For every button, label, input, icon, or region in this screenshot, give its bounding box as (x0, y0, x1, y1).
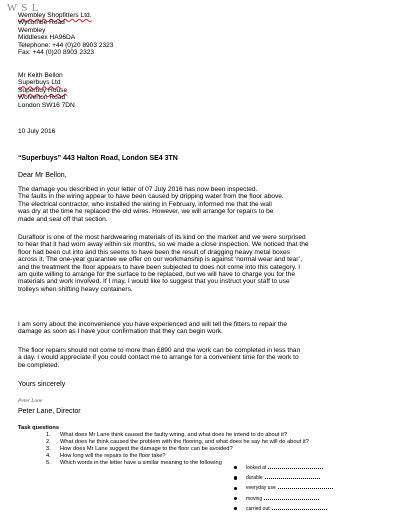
paragraph-apology (18, 321, 404, 336)
bullet-icon (234, 476, 237, 479)
task-questions (18, 425, 309, 467)
recipient-street: Wolverton Road (18, 94, 66, 102)
task-item: 5. Which words in the letter have a similar meaning to the following (46, 460, 222, 466)
answer-blank[interactable] (278, 488, 333, 489)
sender-telephone: Telephone: +44 (0)20 8903 2323 (18, 41, 114, 49)
bullet-icon (234, 487, 237, 490)
paragraph-line: The faults in the wiring appear to have been caused by dripping water from the floor above. (18, 193, 284, 201)
paragraph-line: to hear that it had worn away within six months, so we made a close inspection. We noticed that the (18, 241, 309, 249)
task-item: 3. How does Mr Lane suggest the damage to the floor can be avoided? (46, 446, 233, 452)
paragraph-line: damage as soon as I have your confirmation that they can begin work. (18, 328, 223, 336)
closing: Yours sincerely (18, 381, 66, 388)
paragraph-line: a day. I would appreciate if you could contact me to arrange for a convenient time for the work to (18, 354, 299, 362)
sender-fax: Fax: +44 (0)20 8903 2323 (18, 49, 95, 57)
answer-blank[interactable] (272, 509, 327, 510)
bullet-icon (234, 497, 237, 500)
paragraph-flooring (18, 234, 404, 293)
paragraph-line: floor had been cut into and this seems to have been the result of dragging heavy metal boxes (18, 248, 290, 256)
paragraph-line: am quite willing to arrange for the surface to be replaced, but we will have to charge you for the (18, 271, 296, 279)
vocab-item: looked at (246, 463, 333, 473)
recipient-name: Mr Keith Bellon (18, 72, 63, 79)
letter-subject: “Superbuys” 443 Halton Road, London SE4 3TN (18, 155, 178, 162)
paragraph-line: I am sorry about the inconvenience you have experienced and will tell the fitters to repair the (18, 321, 288, 328)
paragraph-wiring (18, 186, 404, 223)
recipient-building: Superbuy House (18, 86, 68, 94)
bullet-icon (234, 507, 237, 510)
task-item: 4. How long will the repairs to the floor take? (46, 453, 166, 459)
salutation: Dear Mr Bellon, (18, 172, 67, 179)
sender-company: Wembley Shopfitters Ltd. (18, 12, 92, 19)
paragraph-line: across it. The one-year guarantee we offer on our workmanship is against ‘normal wear and tear’, (18, 256, 303, 264)
paragraph-line: Durafloor is one of the most hardwearing materials of its kind on the market and we were surprised (18, 234, 306, 241)
signoff: Peter Lane, Director (18, 408, 81, 415)
paragraph-line: The floor repairs should not come to more than £890 and the work can be completed in less than (18, 347, 301, 354)
bullet-icon (234, 466, 237, 469)
paragraph-line: be completed. (18, 361, 60, 369)
task-item: 1. What does Mr Lane think caused the faulty wiring, and what does he intend to do about it? (46, 432, 288, 438)
sender-postcode: Middlesex HA96DA (18, 34, 76, 42)
answer-blank[interactable] (264, 499, 319, 500)
paragraph-line: materials and work involved. If I may, I would like to suggest that you instruct your staff to use (18, 278, 290, 286)
paragraph-line: and the treatment the floor appears to have been subjected to does not come into this category. I (18, 263, 301, 271)
paragraph-line: made and seal off that section. (18, 215, 108, 223)
paragraph-line: was dry at the time he replaced the old wires. However, we will arrange for repairs to be (18, 208, 274, 216)
paragraph-line: The electrical contractor, who installed the wiring in February, informed me that the wall (18, 200, 272, 208)
paragraph-cost (18, 347, 404, 369)
vocabulary-list (246, 463, 333, 514)
answer-blank[interactable] (268, 468, 323, 469)
paragraph-line: The damage you described in your letter of 07 July 2016 has now been inspected. (18, 186, 258, 193)
answer-blank[interactable] (265, 478, 320, 479)
vocab-item: everyday use (246, 483, 333, 493)
vocab-item: durable (246, 473, 333, 483)
recipient-address (18, 72, 75, 109)
sender-town: Wembley (18, 26, 46, 34)
recipient-company: Superbuys Ltd (18, 79, 61, 87)
sender-address (18, 12, 114, 56)
vocab-item: carried out (246, 504, 333, 514)
company-logo: WSL (7, 3, 43, 14)
task-item: 2. What does he think caused the problem with the flooring, and what does he say he will do about it? (46, 439, 309, 445)
task-header: Task questions (18, 425, 59, 431)
sender-street: Wycombe Road (18, 19, 65, 27)
handwritten-signature: Peter Lane (18, 398, 43, 404)
paragraph-line: trolleys when shifting heavy containers. (18, 285, 133, 293)
letter-date: 10 July 2016 (18, 128, 56, 135)
recipient-postcode: London SW16 7DN (18, 101, 75, 109)
vocab-item: moving (246, 494, 333, 504)
